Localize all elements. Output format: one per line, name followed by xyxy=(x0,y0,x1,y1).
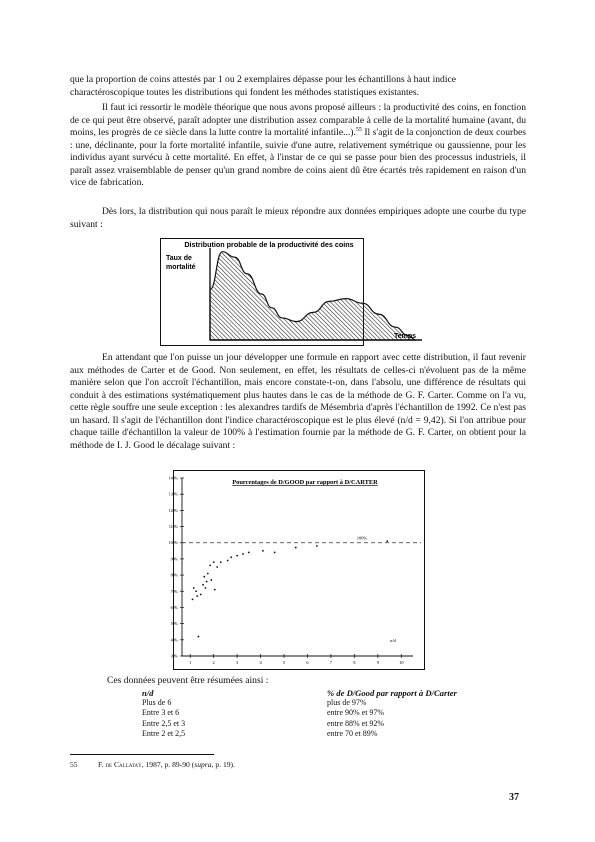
y-tick-label: 50% xyxy=(170,621,178,627)
table-cell: plus de 97% xyxy=(327,698,367,708)
data-point xyxy=(206,581,208,583)
y-tick-label: 100% xyxy=(168,540,178,546)
y-tick-label: 90% xyxy=(170,556,178,562)
data-point xyxy=(230,556,232,558)
paragraph-line: que la proportion de coins attestés par 1 ou 2 exemplaires dépasse pour les échantillons à haut indice xyxy=(70,74,457,85)
table-header-nd: n/d xyxy=(142,688,154,698)
data-point xyxy=(196,595,198,597)
table-cell: entre 70 et 89% xyxy=(327,728,378,738)
x-tick-label: 5 xyxy=(282,660,286,665)
x-tick-label: 3 xyxy=(235,660,239,665)
data-point xyxy=(242,553,244,555)
data-point xyxy=(202,584,204,586)
data-point xyxy=(227,560,229,562)
data-point xyxy=(192,598,194,600)
footnote-text: , 1987, p. 89-90 ( xyxy=(141,760,195,769)
y-tick-label: 120% xyxy=(168,507,178,513)
paragraph-text: Il faut ici ressortir le modèle théorique que nous avons proposé ailleurs : la productivité des coins, en fonction de ce qui peut être observé, paraît adopter une distribution assez comparable à celle de la mortalité humaine (avant, du moins, les progrès de ce siècle dans la lutte contre la mortalité infantile...). xyxy=(70,102,526,138)
data-point xyxy=(262,550,264,552)
footnote-divider xyxy=(70,754,214,755)
paragraph-continuation xyxy=(70,74,526,99)
data-point xyxy=(216,566,218,568)
data-point xyxy=(248,552,250,554)
y-tick-label: 130% xyxy=(168,491,178,497)
data-point xyxy=(200,594,202,596)
y-tick-label: 110% xyxy=(168,524,178,530)
data-point xyxy=(236,555,238,557)
good-vs-carter-scatter-chart xyxy=(168,470,425,670)
table-cell: entre 88% et 92% xyxy=(327,718,385,728)
y-tick-label: 70% xyxy=(170,588,178,594)
x-tick-label: 2 xyxy=(212,660,215,665)
summary-intro: Ces données peuvent être résumées ainsi : xyxy=(107,675,269,686)
data-point xyxy=(195,590,197,592)
data-point xyxy=(274,552,276,554)
y-axis-label: mortalité xyxy=(166,264,196,271)
x-tick-label: 6 xyxy=(306,660,309,665)
y-axis-label: Taux de xyxy=(166,255,192,262)
data-point xyxy=(205,587,207,589)
summary-table-col-pct xyxy=(327,688,457,739)
paragraph-carter-good xyxy=(70,352,526,452)
chart-frame xyxy=(174,471,425,670)
table-cell: entre 90% et 97% xyxy=(327,708,385,718)
x-tick-label: 4 xyxy=(259,660,262,665)
paragraph-line: charactéroscopique toutes les distributions qui fondent les méthodes statistiques existantes. xyxy=(70,86,420,98)
data-point xyxy=(198,636,200,638)
table-cell: Entre 2 et 2,5 xyxy=(142,728,186,738)
mortality-curve-area xyxy=(210,252,416,340)
footnote-number: 55 xyxy=(70,760,78,769)
data-point xyxy=(386,540,388,542)
footnote xyxy=(70,760,235,769)
footnote-text: , p. 19). xyxy=(211,760,235,769)
page-number: 37 xyxy=(509,792,519,803)
summary-table-col-nd xyxy=(142,688,185,739)
table-cell: Entre 3 et 6 xyxy=(142,708,180,718)
footnote-author: F. de Callataÿ xyxy=(98,760,142,769)
x-axis-label: n/d xyxy=(390,638,396,643)
reference-line-label: 100% xyxy=(356,535,368,541)
x-tick-label: 10 xyxy=(399,660,404,665)
y-tick-label: 80% xyxy=(170,572,178,578)
x-tick-label: 1 xyxy=(189,660,192,665)
data-point xyxy=(214,589,216,591)
chart-title: Pourcentages de D/GOOD par rapport à D/CARTER xyxy=(232,479,378,486)
footnote-supra: supra xyxy=(194,760,212,769)
x-tick-label: 7 xyxy=(329,660,333,665)
x-axis-label: Temps xyxy=(394,333,417,340)
table-cell: Entre 2,5 et 3 xyxy=(142,718,186,728)
chart-title: Distribution probable de la productivité des coins xyxy=(184,240,354,249)
data-point xyxy=(203,576,205,578)
y-tick-label: 140% xyxy=(168,475,178,481)
paragraph-text: En attendant que l'on puisse un jour développer une formule en rapport avec cette distribution, il faut revenir aux méthodes de Carter et de Good. Non seulement, en effet, les résultats de celles-ci n'évoluent pas de la même manière selon que l'on accroît l'échantillon, mais encore constate-t-on, dans l'absolu, une différence de résultats qui conduit à des estimations systématiquement plus hautes dans le cas de la méthode de G. F. Carter. Comme on l'a vu, cette règle souffre une seule exception : les alexandres tardifs de Mésembria d'après l'échantillon de 1992. Ce n'est pas un hasard. Il s'agit de l'échantillon dont l'indice charactéroscopique est le plus élevé (n/d = 9,42). Si l'on attribue pour chaque taille d'échantillon la valeur de 100% à l'estimation fournie par la méthode de G. F. Carter, on obtient pour la méthode de I. J. Good le décalage suivant : xyxy=(70,352,526,451)
data-point xyxy=(193,587,195,589)
productivity-distribution-chart xyxy=(160,238,432,346)
paragraph-text: Il s'agit de la conjonction de deux courbes : une, déclinante, pour la forte mortalité infantile, suivie d'une autre, relativement symétrique ou gaussienne, pour les individus ayant survécu à cette mortalité. En effet, à l'instar de ce qui se passe pour bien des processus industriels, il paraît assez vraisemblable de penser qu'un grand nombre de coins aient dû être écartés très rapidement en raison d'un vice de fabrication. xyxy=(70,127,526,188)
data-point xyxy=(316,545,318,547)
footnote-reference: 55 xyxy=(355,126,362,133)
data-point xyxy=(213,561,215,563)
data-point xyxy=(220,561,222,563)
paragraph-text: Dès lors, la distribution qui nous paraît le mieux répondre aux données empiriques adopte une courbe du type suivant : xyxy=(70,206,526,230)
y-tick-label: 60% xyxy=(170,604,178,610)
table-header-pct: % de D/Good par rapport à D/Carter xyxy=(327,688,457,698)
data-point xyxy=(210,579,212,581)
data-point xyxy=(209,564,211,566)
data-point xyxy=(295,547,297,549)
x-tick-label: 9 xyxy=(376,660,379,665)
paragraph-theoretical-model xyxy=(70,102,526,190)
y-tick-label: 40% xyxy=(170,637,178,643)
y-tick-label: 30% xyxy=(170,653,178,659)
data-point xyxy=(207,573,209,575)
paragraph-distribution-intro xyxy=(70,206,526,231)
x-tick-label: 8 xyxy=(353,660,356,665)
table-cell: Plus de 6 xyxy=(142,698,172,708)
